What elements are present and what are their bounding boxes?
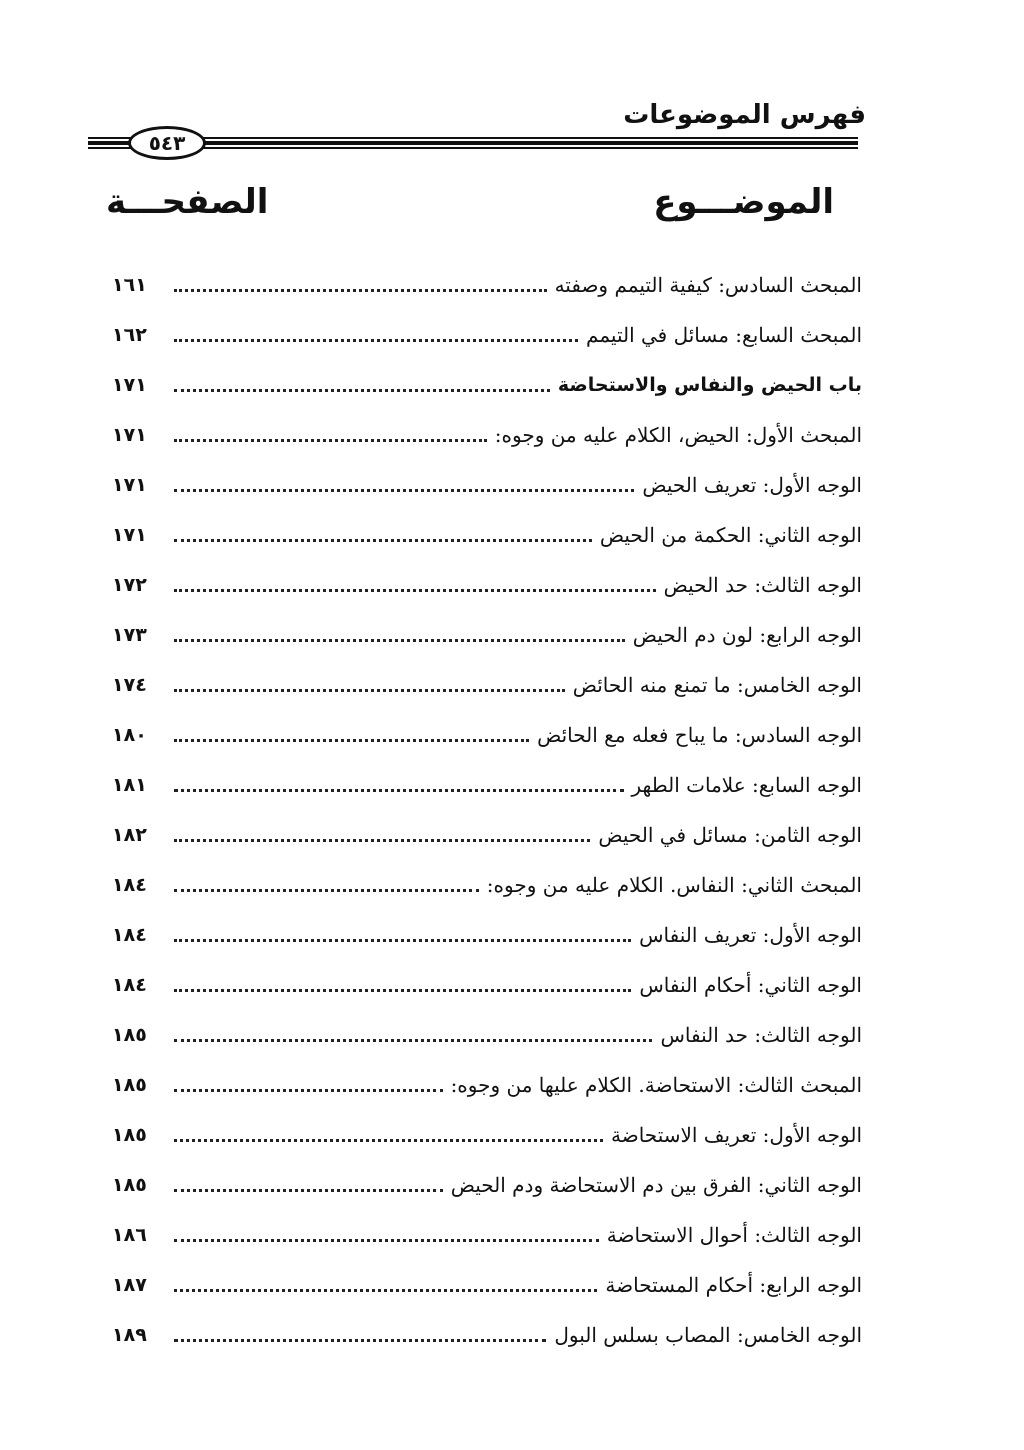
toc-entry-page: ١٨٤ [112,924,147,946]
dot-leader [174,539,592,542]
toc-entry [110,648,862,698]
toc-entry-page: ١٧١ [112,424,147,446]
page-number: ٥٤٣ [128,126,206,160]
toc-entry-title: المبحث الأول: الحيض، الكلام عليه من وجوه: [494,423,862,447]
toc-entry-title: الوجه الثاني: الحكمة من الحيض [599,523,862,547]
dot-leader [174,1189,443,1192]
dot-leader [174,639,625,642]
dot-leader [174,589,656,592]
toc-entry-page: ١٧١ [112,374,147,396]
toc-entry [110,448,862,498]
dot-leader [174,1339,546,1342]
toc-entry-title: الوجه الأول: تعريف الحيض [642,473,862,497]
dot-leader [174,289,547,292]
toc-entry-page: ١٨٥ [112,1174,147,1196]
toc-entry [110,348,862,398]
dot-leader [174,389,550,392]
table-of-contents [110,248,862,1348]
toc-entry-page: ١٧١ [112,524,147,546]
toc-entry-page: ١٦١ [112,274,147,296]
toc-entry-page: ١٧٢ [112,574,147,596]
toc-entry-page: ١٧٤ [112,674,147,696]
toc-entry [110,998,862,1048]
toc-entry-title: الوجه الثالث: حد النفاس [660,1023,862,1047]
toc-entry-page: ١٨٦ [112,1224,147,1246]
dot-leader [174,939,631,942]
toc-entry [110,248,862,298]
toc-entry-title: الوجه الثالث: حد الحيض [663,573,862,597]
toc-entry-page: ١٨٥ [112,1124,147,1146]
toc-entry-page: ١٨٤ [112,974,147,996]
toc-entry [110,1148,862,1198]
toc-entry-title: الوجه الأول: تعريف النفاس [639,923,862,947]
toc-entry [110,798,862,848]
dot-leader [174,839,590,842]
dot-leader [174,1289,597,1292]
dot-leader [174,1089,443,1092]
toc-entry [110,748,862,798]
toc-entry-page: ١٧٣ [112,624,147,646]
toc-entry-page: ١٨٠ [112,724,147,746]
toc-entry-title: الوجه الخامس: المصاب بسلس البول [554,1323,862,1347]
toc-entry-page: ١٨١ [112,774,147,796]
dot-leader [174,789,624,792]
toc-entry-title: باب الحيض والنفاس والاستحاضة [557,374,862,396]
toc-entry-title: الوجه الثالث: أحوال الاستحاضة [606,1223,862,1247]
toc-entry [110,298,862,348]
toc-entry [110,398,862,448]
toc-entry-title: الوجه الرابع: أحكام المستحاضة [605,1273,862,1297]
toc-entry-title: الوجه الأول: تعريف الاستحاضة [610,1123,862,1147]
dot-leader [174,1239,599,1242]
page-column-heading: الصفحـــة [106,182,269,222]
toc-entry-title: المبحث السابع: مسائل في التيمم [586,323,862,347]
toc-entry-title: المبحث الثالث: الاستحاضة. الكلام عليها من وجوه: [450,1073,862,1097]
toc-entry-title: الوجه الثاني: أحكام النفاس [639,973,862,997]
dot-leader [174,439,487,442]
dot-leader [174,1039,652,1042]
dot-leader [174,489,634,492]
toc-entry-title: المبحث السادس: كيفية التيمم وصفته [554,273,862,297]
toc-entry-page: ١٨٥ [112,1024,147,1046]
toc-entry [110,498,862,548]
toc-entry-title: الوجه الثاني: الفرق بين دم الاستحاضة ودم الحيض [450,1173,862,1197]
dot-leader [174,739,529,742]
dot-leader [174,689,565,692]
toc-entry-title: الوجه الرابع: لون دم الحيض [632,623,862,647]
toc-entry [110,948,862,998]
toc-entry-page: ١٨٧ [112,1274,147,1296]
toc-entry-page: ١٧١ [112,474,147,496]
dot-leader [174,339,578,342]
toc-entry [110,698,862,748]
subject-column-heading: الموضـــوع [653,182,834,222]
toc-entry [110,898,862,948]
toc-entry-page: ١٨٢ [112,824,147,846]
toc-entry-title: المبحث الثاني: النفاس. الكلام عليه من وجوه: [486,873,862,897]
dot-leader [174,989,631,992]
toc-entry [110,598,862,648]
toc-entry [110,848,862,898]
toc-entry-title: الوجه السادس: ما يباح فعله مع الحائض [537,723,862,747]
toc-entry-page: ١٨٥ [112,1074,147,1096]
dot-leader [174,1139,603,1142]
toc-entry [110,1098,862,1148]
toc-entry-title: الوجه الثامن: مسائل في الحيض [598,823,862,847]
toc-entry [110,1298,862,1348]
toc-entry [110,1248,862,1298]
toc-entry [110,1048,862,1098]
toc-entry-page: ١٨٩ [112,1324,147,1346]
dot-leader [174,889,479,892]
running-title: فهرس الموضوعات [623,100,866,130]
toc-entry-page: ١٨٤ [112,874,147,896]
toc-entry-title: الوجه الخامس: ما تمنع منه الحائض [572,673,862,697]
toc-entry [110,548,862,598]
toc-entry [110,1198,862,1248]
toc-entry-page: ١٦٢ [112,324,147,346]
toc-entry-title: الوجه السابع: علامات الطهر [631,773,862,797]
